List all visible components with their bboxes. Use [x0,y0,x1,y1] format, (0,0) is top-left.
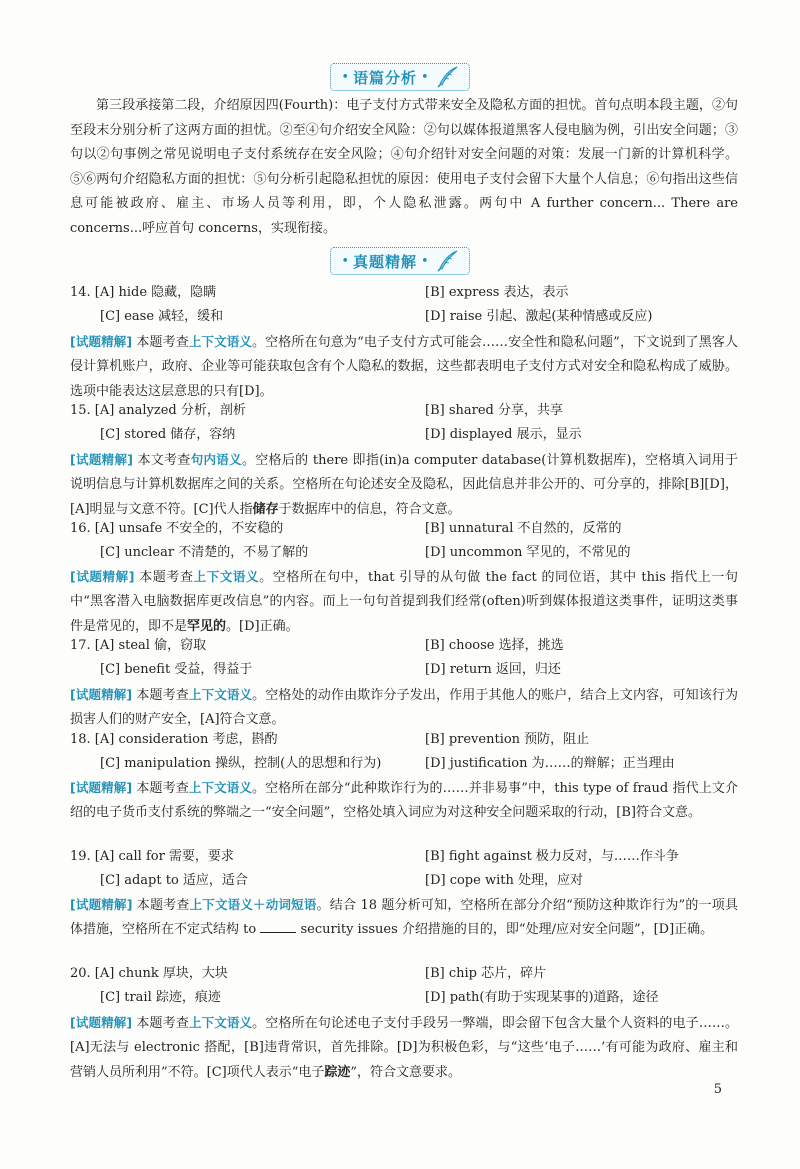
explanation-text: ”，符合文意要求。 [350,1064,462,1080]
option-b: [B] choose 选择，挑选 [425,638,564,653]
option-a: 16. [A] unsafe 不安全的，不安稳的 [70,521,284,536]
explanation-keyword: 上下文语义 [188,1015,253,1030]
section-header-answers [0,248,800,274]
question-19-options [70,845,738,893]
option-c: [C] ease 减轻，缓和 [100,309,224,324]
explanation-text: security issues 介绍措施的目的，即“处理/应对安全问题”，[D]正确。 [300,922,714,938]
explanation-tag: [试题精解] [70,780,133,795]
explanation-tag: [试题精解] [70,334,133,349]
option-d: [D] path(有助于实现某事的)道路，途径 [425,990,659,1005]
question-20-options [70,962,738,1010]
option-c: [C] manipulation 操纵，控制(人的思想和行为) [100,756,382,771]
question-19-explanation [70,893,738,943]
bullet-dot: • [421,69,429,85]
bullet-dot: • [341,253,349,269]
explanation-tag: [试题精解] [70,569,135,584]
question-20-explanation [70,1011,738,1085]
explanation-text: 。空格处的动作由欺诈分子发出，作用于其他人的账户，结合上文内容，可知该行为损害人们的财产安全，[A]符合文意。 [70,688,738,728]
option-a: 15. [A] analyzed 分析，剖析 [70,403,246,418]
question-18-options [70,728,738,776]
option-c: [C] trail 踪迹，痕迹 [100,990,221,1005]
explanation-text: 本题考查 [139,570,194,585]
explanation-text: 。空格所在句中，that 引导的从句做 the fact 的同位语，其中 this 指代上一句中“黑客潜入电脑数据库更改信息”的内容。而上一句句首提到我们经常(often)听到媒体报道这类事件，证明这类事件是常见的，即不是 [70,570,738,634]
question-15-options [70,399,738,447]
explanation-keyword: 上下文语义＋动词短语 [189,897,317,912]
explanation-keyword: 句内语义 [190,452,242,467]
explanation-text: 。空格所在部分“此种欺诈行为的……并非易事”中，this type of fraud 指代上文介绍的电子货币支付系统的弊端之一“安全问题”，空格处填入词应为对这种安全问题采取的行动，[B]符合文意。 [70,781,738,821]
question-15-explanation [70,448,738,522]
question-18-explanation [70,776,738,826]
header-box [330,247,469,275]
option-a: 20. [A] chunk 厚块，大块 [70,966,228,981]
question-16-explanation [70,565,738,639]
option-c: [C] stored 储存，容纳 [100,427,236,442]
explanation-text: 本题考查 [136,688,189,703]
option-d: [D] raise 引起、激起(某种情感或反应) [425,309,653,324]
explanation-keyword: 上下文语义 [193,569,260,584]
explanation-keyword: 上下文语义 [188,334,253,349]
explanation-text: 。空格所在句论述电子支付手段另一弊端，即会留下包含大量个人资料的电子……。[A]无法与 electronic 搭配，[B]违背常识，首先排除。[D]为积极色彩，与“这些‘电子……’有可能为政府、雇主和营销人员所利用”不符。[C]项代人表示“电子 [70,1016,738,1080]
option-b: [B] shared 分享，共享 [425,403,563,418]
explanation-text: 。[D]正确。 [226,618,299,634]
section-header-analysis [0,64,800,90]
option-b: [B] fight against 极力反对，与……作斗争 [425,849,679,864]
explanation-text: 本题考查 [136,1016,189,1031]
explanation-emphasis: 罕见的 [187,618,227,634]
explanation-tag: [试题精解] [70,452,133,467]
option-b: [B] unnatural 不自然的，反常的 [425,521,622,536]
explanation-tag: [试题精解] [70,1015,133,1030]
bullet-dot: • [421,253,429,269]
option-c: [C] benefit 受益，得益于 [100,662,253,677]
bullet-dot: • [341,69,349,85]
option-d: [D] justification 为……的辩解；正当理由 [425,756,675,771]
option-d: [D] cope with 处理，应对 [425,873,583,888]
option-a: 14. [A] hide 隐藏，隐瞒 [70,285,217,300]
explanation-text: 于数据库中的信息，符合文意。 [278,501,461,517]
answer-blank [260,920,296,933]
explanation-text: 。空格后的 there 即指(in)a computer database(计算机数据库)，空格填入词用于说明信息与计算机数据库之间的关系。空格所在句论述安全及隐私，因此信息并非公开的、可分享的，排除[B][D]，[A]明显与文意不符。[C]代人指 [70,453,739,517]
explanation-text: 本题考查 [136,898,190,913]
question-16-options [70,517,738,565]
explanation-keyword: 上下文语义 [188,780,253,795]
section-title-answers: 真题精解 [352,252,417,271]
option-a: 18. [A] consideration 考虑，斟酌 [70,732,278,747]
section-title-analysis: 语篇分析 [352,68,417,87]
option-d: [D] displayed 展示，显示 [425,427,582,442]
question-14-options [70,281,738,329]
explanation-tag: [试题精解] [70,897,133,912]
explanation-text: 本题考查 [136,335,189,350]
header-box [330,63,469,91]
explanation-text: 本题考查 [136,781,189,796]
explanation-text: 。结合 18 题分析可知，空格所在部分介绍“预防这种欺诈行为”的一项具体措施，空格所在不定式结构 to [70,898,738,938]
explanation-emphasis: 踪迹 [324,1064,351,1080]
option-d: [D] return 返回，归还 [425,662,561,677]
quill-pen-icon [435,250,459,272]
option-a: 17. [A] steal 偷，窃取 [70,638,207,653]
question-17-options [70,634,738,682]
analysis-paragraph: 第三段承接第二段，介绍原因四(Fourth)：电子支付方式带来安全及隐私方面的担忧。首句点明本段主题，②句至段末分别分析了这两方面的担忧。②至④句介绍安全风险：②句以媒体报道黑客人侵电脑为例，引出安全问题；③句以②句事例之常见说明电子支付系统存在安全风险；④句介绍针对安全问题的对策：发展一门新的计算机科学。⑤⑥两句介绍隐私方面的担忧：⑤句分析引起隐私担忧的原因：使用电子支付会留下大量个人信息；⑥句指出这些信息可能被政府、雇主、市场人员等利用，即，个人隐私泄露。两句中 A further concern... There are concerns...呼应首句 concerns，实现衔接。 [70,98,738,236]
explanation-text: 。空格所在句意为“电子支付方式可能会……安全性和隐私问题”，下文说到了黑客人侵计算机账户，政府、企业等可能获取包含有个人隐私的数据，这些都表明电子支付方式对安全和隐私构成了威胁。选项中能表达这层意思的只有[D]。 [70,335,738,399]
option-d: [D] uncommon 罕见的，不常见的 [425,545,631,560]
explanation-keyword: 上下文语义 [188,687,253,702]
option-a: 19. [A] call for 需要，要求 [70,849,234,864]
explanation-tag: [试题精解] [70,687,133,702]
explanation-text: 本文考查 [137,453,191,468]
option-b: [B] chip 芯片，碎片 [425,966,547,981]
question-14-explanation [70,330,738,404]
option-c: [C] unclear 不清楚的，不易了解的 [100,545,309,560]
quill-pen-icon [435,66,459,88]
question-17-explanation [70,683,738,733]
page-number: 5 [713,1082,722,1097]
option-c: [C] adapt to 适应，适合 [100,873,248,888]
option-b: [B] prevention 预防，阻止 [425,732,590,747]
explanation-emphasis: 储存 [252,501,279,517]
option-b: [B] express 表达，表示 [425,285,569,300]
